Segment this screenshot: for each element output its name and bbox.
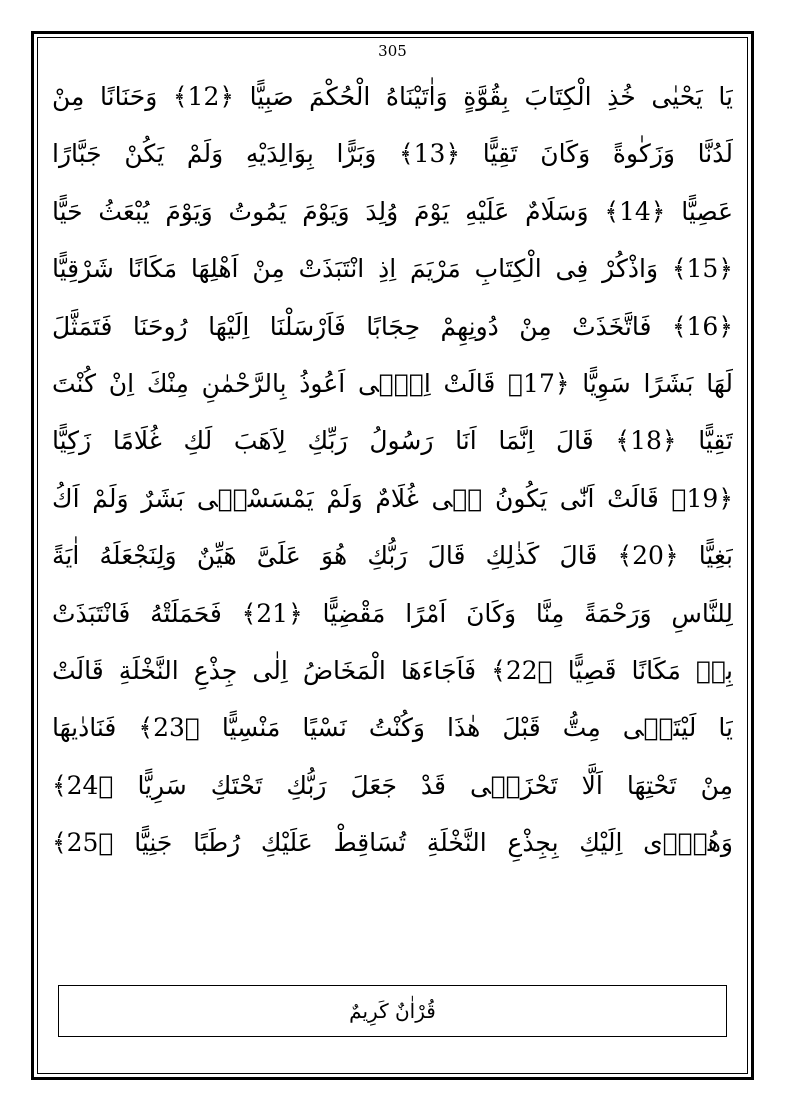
footer-title-box xyxy=(58,985,727,1037)
text-line: تَقِيًّا ﴿18﴾ قَالَ اِنَّمَا اَنَا رَسُولُ رَبِّكِ لِاَهَبَ لَكِ غُلَامًا زَكِيًّا xyxy=(52,426,733,456)
text-line: ﴿16﴾ فَاتَّخَذَتْ مِنْ دُونِهِمْ حِجَابًا فَاَرْسَلْنَا اِلَيْهَا رُوحَنَا فَتَمَثَّلَ xyxy=(52,311,733,341)
text-line: مِنْ تَحْتِهَا اَلَّا تَحْزَنٖى قَدْ جَعَلَ رَبُّكِ تَحْتَكِ سَرِيًّا ﴿24﴾ xyxy=(52,770,733,800)
text-line: ﴿19﴾ قَالَتْ اَنّٰى يَكُونُ لٖى غُلَامٌ وَلَمْ يَمْسَسْنٖى بَشَرٌ وَلَمْ اَكُ xyxy=(52,483,733,513)
text-line: لِلنَّاسِ وَرَحْمَةً مِنَّا وَكَانَ اَمْرًا مَقْضِيًّا ﴿21﴾ فَحَمَلَتْهُ فَانْتَبَذَتْ xyxy=(52,598,733,628)
text-line: بَغِيًّا ﴿20﴾ قَالَ كَذٰلِكِ قَالَ رَبُّكِ هُوَ عَلَىَّ هَيِّنٌ وَلِنَجْعَلَهُ اٰيَةً xyxy=(52,541,733,571)
text-line: لَهَا بَشَرًا سَوِيًّا ﴿17﴾ قَالَتْ اِنّٖى اَعُوذُ بِالرَّحْمٰنِ مِنْكَ اِنْ كُنْتَ xyxy=(52,368,733,398)
footer-title: قُرْاٰنٌ كَرِيمٌ xyxy=(349,999,436,1023)
page-number: 305 xyxy=(378,42,407,60)
text-line: يَا لَيْتَنٖى مِتُّ قَبْلَ هٰذَا وَكُنْتُ نَسْيًا مَنْسِيًّا ﴿23﴾ فَنَادٰيهَا xyxy=(52,713,733,743)
text-line: يَا يَحْيٰى خُذِ الْكِتَابَ بِقُوَّةٍ وَاٰتَيْنَاهُ الْحُكْمَ صَبِيًّا ﴿12﴾ وَحَنَانًا مِنْ xyxy=(52,82,733,111)
quran-text-block xyxy=(52,68,733,871)
text-line: بِهٖ مَكَانًا قَصِيًّا ﴿22﴾ فَاَجَاءَهَا الْمَخَاضُ اِلٰى جِذْعِ النَّخْلَةِ قَالَتْ xyxy=(52,655,733,685)
text-line: لَدُنَّا وَزَكٰوةً وَكَانَ تَقِيًّا ﴿13﴾ وَبَرًّا بِوَالِدَيْهِ وَلَمْ يَكُنْ جَبَّارًا xyxy=(52,139,733,169)
text-line: وَهُزّٖى اِلَيْكِ بِجِذْعِ النَّخْلَةِ تُسَاقِطْ عَلَيْكِ رُطَبًا جَنِيًّا ﴿25﴾ xyxy=(52,828,733,858)
text-line: عَصِيًّا ﴿14﴾ وَسَلَامٌ عَلَيْهِ يَوْمَ وُلِدَ وَيَوْمَ يَمُوتُ وَيَوْمَ يُبْعَثُ حَيًّا xyxy=(52,196,733,226)
text-line: ﴿15﴾ وَاذْكُرْ فِى الْكِتَابِ مَرْيَمَ اِذِ انْتَبَذَتْ مِنْ اَهْلِهَا مَكَانًا شَرْقِيًّا xyxy=(52,254,733,284)
